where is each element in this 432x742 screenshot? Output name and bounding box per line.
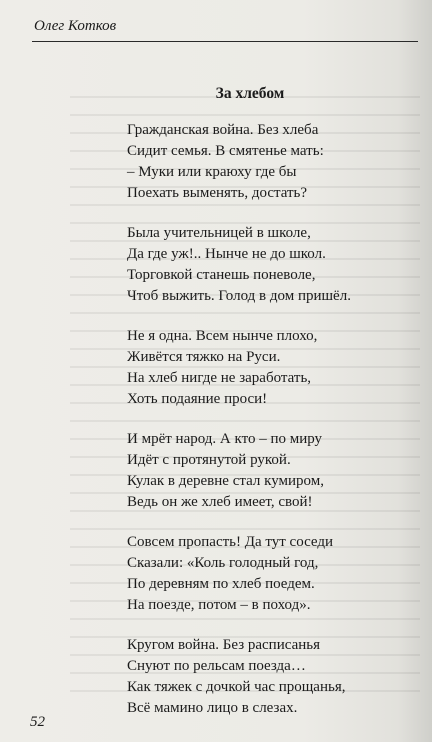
poem-line: И мрёт народ. А кто – по миру <box>127 431 323 447</box>
page-number: 52 <box>30 714 45 730</box>
poem-line: Чтоб выжить. Голод в дом пришёл. <box>127 288 351 304</box>
poem-line: По деревням по хлеб поедем. <box>127 576 315 592</box>
poem-line: Всё мамино лицо в слезах. <box>127 700 298 716</box>
running-header-author: Олег Котков <box>34 18 117 34</box>
poem-line: Не я одна. Всем нынче плохо, <box>127 328 318 344</box>
poem-line: Сказали: «Коль голодный год, <box>127 555 319 571</box>
poem-line: Сидит семья. В смятенье мать: <box>127 143 324 159</box>
poem-line: Хоть подаяние проси! <box>127 391 268 407</box>
poem-line: Гражданская война. Без хлеба <box>127 122 319 138</box>
poem-title: За хлебом <box>215 85 285 102</box>
poem-line: Поехать выменять, достать? <box>127 185 308 201</box>
poem-line: Идёт с протянутой рукой. <box>127 452 291 468</box>
poem-line: Снуют по рельсам поезда… <box>127 658 306 674</box>
poem-line: Торговкой станешь поневоле, <box>127 267 316 283</box>
stanza <box>127 635 427 719</box>
poem-line: Совсем пропасть! Да тут соседи <box>127 534 334 550</box>
poem-line: На поезде, потом – в поход». <box>127 597 311 613</box>
poem-line: На хлеб нигде не заработать, <box>127 370 312 386</box>
poem-line: Кулак в деревне стал кумиром, <box>127 473 324 489</box>
poem-line: Кругом война. Без расписанья <box>127 637 321 653</box>
poem-line: Да где уж!.. Нынче не до школ. <box>127 246 326 262</box>
header-divider <box>32 41 418 42</box>
stanza <box>127 532 427 616</box>
stanza <box>127 223 427 307</box>
stanza <box>127 120 427 204</box>
poem-body <box>127 120 427 738</box>
stanza <box>127 429 427 513</box>
poem-line: Ведь он же хлеб имеет, свой! <box>127 494 313 510</box>
stanza <box>127 326 427 410</box>
poem-line: Живётся тяжко на Руси. <box>127 349 281 365</box>
poem-line: Как тяжек с дочкой час прощанья, <box>127 679 346 695</box>
poem-line: Была учительницей в школе, <box>127 225 311 241</box>
poem-line: – Муки или краюху где бы <box>127 164 297 180</box>
